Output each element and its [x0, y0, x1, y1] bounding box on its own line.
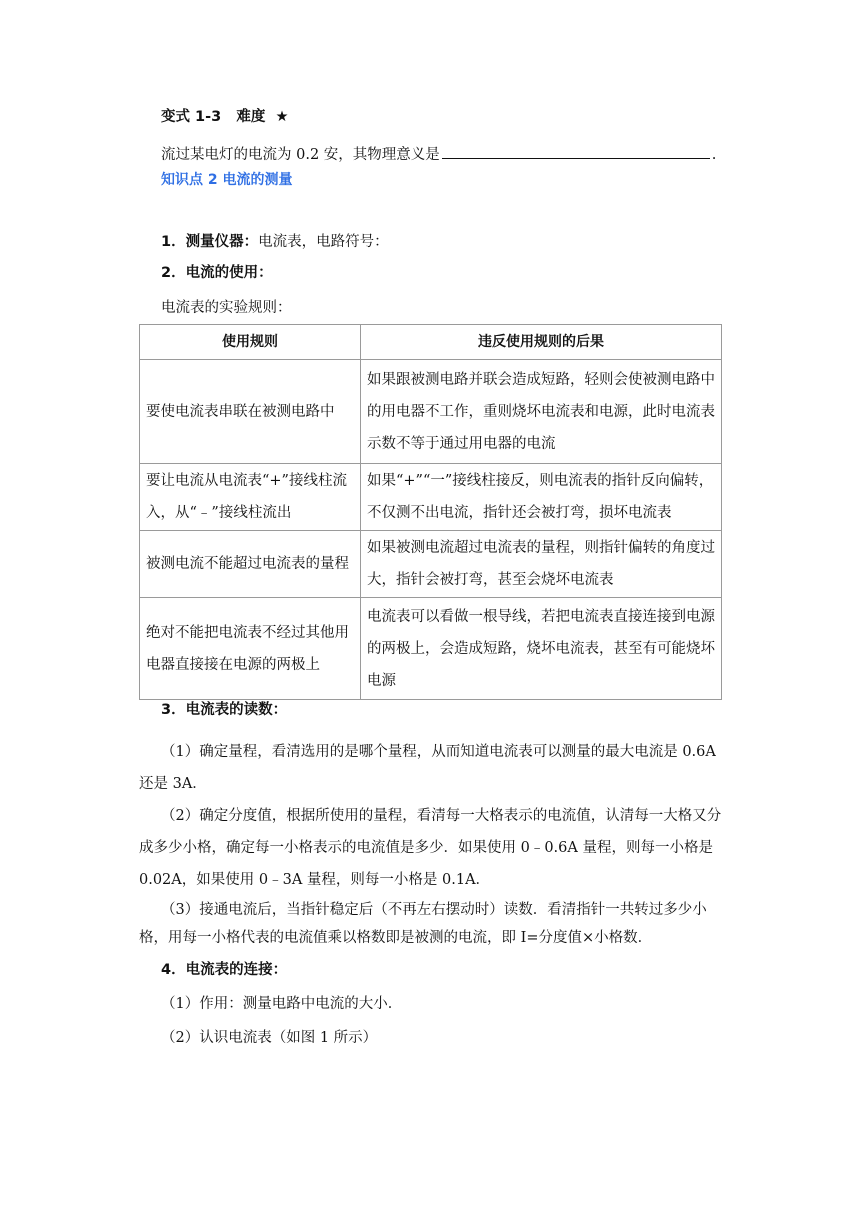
section-title: 知识点 2 电流的测量 — [161, 172, 293, 188]
rule-cell: 要让电流从电流表“+”接线柱流入，从“﹣”接线柱流出 — [140, 464, 361, 531]
consequence-cell: 如果跟被测电路并联会造成短路，轻则会使被测电路中的用电器不工作，重则烧坏电流表和电源，此时电流表示数不等于通过用电器的电流 — [361, 360, 722, 464]
rule-cell: 被测电流不能超过电流表的量程 — [140, 531, 361, 598]
star-icon: ★ — [275, 109, 289, 125]
item4-heading: 4．电流表的连接： — [161, 962, 288, 978]
question-text: 流过某电灯的电流为 0.2 安，其物理意义是 — [161, 147, 440, 163]
item3-paragraph-2: （2）确定分度值，根据所使用的量程，看清每一大格表示的电流值，认清每一大格又分成多少小格，确定每一小格表示的电流值是多少．如果使用 0﹣0.6A 量程，则每一小格是 0.02A，如果使用 0﹣3A 量程，则每一小格是 0.1A． — [139, 808, 722, 888]
table-header: 使用规则 — [140, 325, 361, 360]
difficulty-label: 难度 — [236, 109, 266, 125]
item3-heading: 3．电流表的读数： — [161, 702, 288, 718]
variant-heading — [161, 107, 289, 127]
item3-paragraph-3: （3）接通电流后，当指针稳定后（不再左右摆动时）读数．看清指针一共转过多少小格，用每一小格代表的电流值乘以格数即是被测的电流，即 I=分度值×小格数． — [139, 902, 707, 946]
table-row — [140, 464, 722, 531]
rules-table — [139, 324, 722, 700]
consequence-cell: 如果“+”“一”接线柱接反，则电流表的指针反向偏转，不仅测不出电流，指针还会被打弯，损坏电流表 — [361, 464, 722, 531]
item4-paragraph-2: （2）认识电流表（如图 1 所示） — [161, 1030, 378, 1046]
answer-blank[interactable] — [442, 144, 710, 159]
item1 — [161, 232, 389, 252]
item1-body: 电流表，电路符号： — [258, 234, 389, 250]
table-row — [140, 360, 722, 464]
rule-cell: 绝对不能把电流表不经过其他用电器直接接在电源的两极上 — [140, 598, 361, 700]
item4-paragraph-1: （1）作用：测量电路中电流的大小． — [161, 996, 403, 1012]
question-end: . — [711, 147, 717, 163]
rules-caption: 电流表的实验规则： — [161, 300, 292, 316]
question-line — [161, 144, 716, 165]
item3-paragraph-1: （1）确定量程，看清选用的是哪个量程，从而知道电流表可以测量的最大电流是 0.6A 还是 3A． — [139, 744, 716, 792]
consequence-cell: 电流表可以看做一根导线，若把电流表直接连接到电源的两极上，会造成短路，烧坏电流表，甚至有可能烧坏电源 — [361, 598, 722, 700]
table-header: 违反使用规则的后果 — [361, 325, 722, 360]
variant-label: 变式 1-3 — [161, 109, 222, 125]
table-row — [140, 531, 722, 598]
consequence-cell: 如果被测电流超过电流表的量程，则指针偏转的角度过大，指针会被打弯，甚至会烧坏电流表 — [361, 531, 722, 598]
item1-heading: 1．测量仪器： — [161, 234, 259, 250]
item2-heading: 2．电流的使用： — [161, 265, 273, 281]
rule-cell: 要使电流表串联在被测电路中 — [140, 360, 361, 464]
table-header-row — [140, 325, 722, 360]
table-row — [140, 598, 722, 700]
